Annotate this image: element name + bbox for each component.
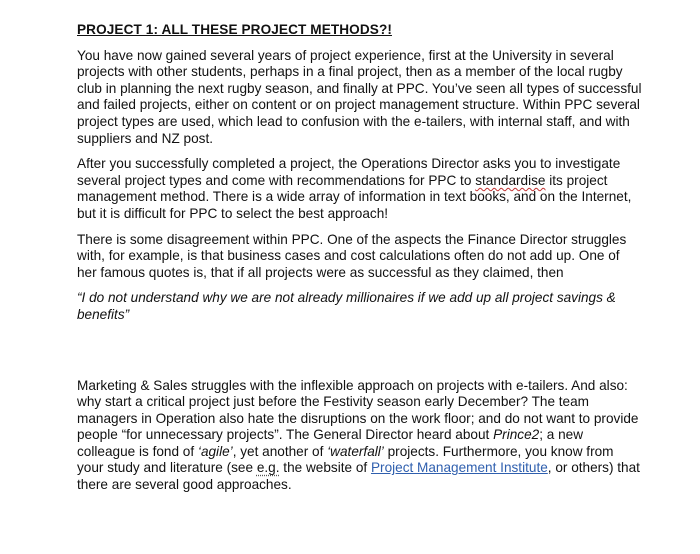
p2-text-before: After you successfully completed a project, the Operations Director asks you to investigate several project types and come with recommendations for PPC to bbox=[77, 156, 621, 188]
p4-text-2: ; a new colleague is fond of bbox=[77, 427, 584, 459]
p4-text-4: projects. Furthermore, you know from your study and literature (see bbox=[77, 443, 614, 476]
paragraph-experience: You have now gained several years of project experience, first at the University in several projects with other students, perhaps in a final project, then as a member of the local rugby club in planning the next rugby season, and finally at PPC. You’ve seen all types of successful and failed projects, either on content or on project management structure. Within PPC several project types are used, which lead to confusion with the e-tailers, with internal staff, and with suppliers and NZ post. bbox=[77, 47, 642, 146]
p4-text-6: , or others) that there are several good approaches. bbox=[77, 460, 640, 493]
paragraph-finance-director: There is some disagreement within PPC. One of the aspects the Finance Director struggles with, for example, is that business cases and cost calculations often do not add up. One of her famous quotes is, that if all projects were as successful as they claimed, then bbox=[77, 231, 627, 280]
waterfall-term: ‘waterfall’ bbox=[327, 443, 384, 459]
paragraph-marketing-sales bbox=[77, 378, 642, 494]
agile-term: ‘agile’ bbox=[197, 443, 233, 459]
finance-director-quote: “I do not understand why we are not already millionaires if we add up all project savings & benefits” bbox=[77, 290, 616, 322]
p4-text-3: , yet another of bbox=[232, 443, 328, 459]
p4-text-5: the website of bbox=[279, 460, 371, 476]
p4-text-1: Marketing & Sales struggles with the inflexible approach on projects with e-tailers. And also: why start a critical project just before the Festivity season early December? The team managers in Operation also hate the disruptions on the work floor; and do not want to provide people “for unnecessary projects”. The General Director heard about bbox=[77, 377, 639, 443]
paragraph-operations-director bbox=[77, 156, 642, 222]
grammar-flagged-eg[interactable]: e.g. bbox=[256, 460, 280, 476]
pmi-link[interactable]: Project Management Institute bbox=[370, 460, 548, 476]
document-title: PROJECT 1: ALL THESE PROJECT METHODS?! bbox=[77, 22, 392, 37]
spellcheck-flagged-word[interactable]: standardise bbox=[475, 172, 546, 188]
p2-text-after: its project management method. There is a wide array of information in text books, and on the Internet, but it is difficult for PPC to select the best approach! bbox=[77, 172, 632, 221]
prince2-term: Prince2 bbox=[493, 427, 540, 443]
